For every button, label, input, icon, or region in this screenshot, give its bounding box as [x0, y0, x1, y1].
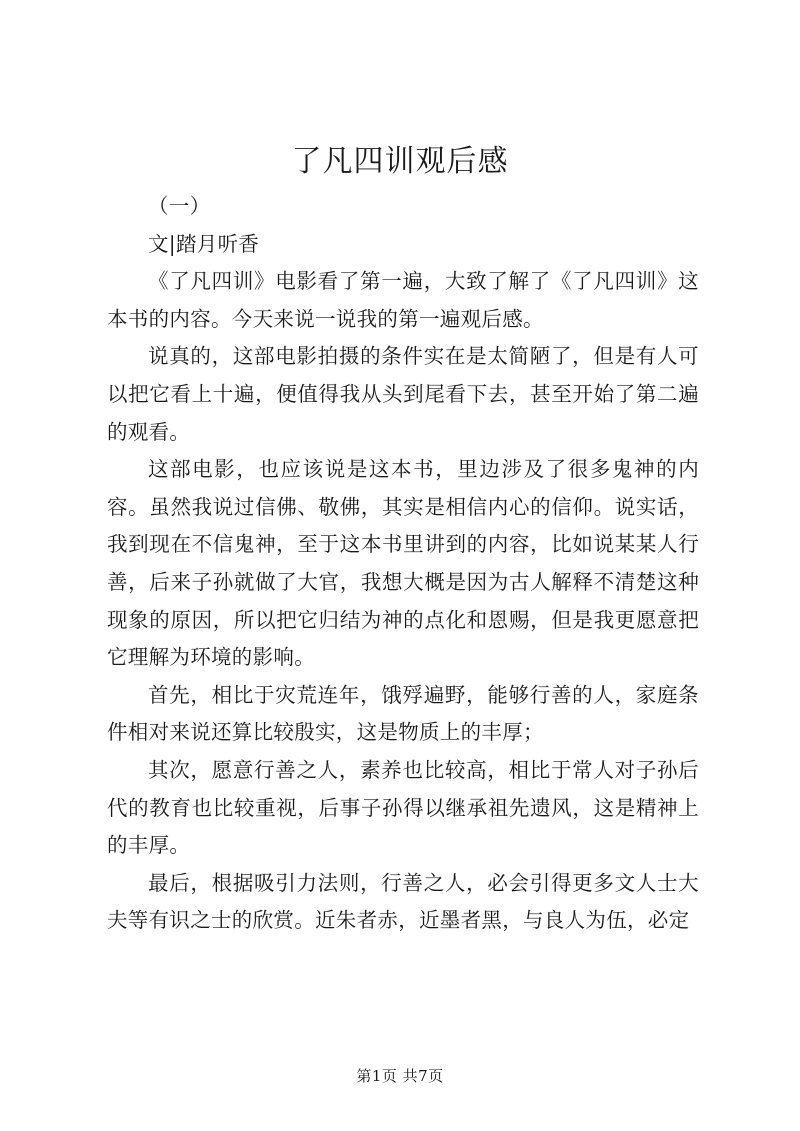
paragraph-intro: 《了凡四训》电影看了第一遍，大致了解了《了凡四训》这本书的内容。今天来说一说我的第一遍观后感。	[107, 269, 699, 331]
paragraph-last-point: 最后，根据吸引力法则，行善之人，必会引得更多文人士大夫等有识之士的欣赏。近朱者赤，近墨者黑，与良人为伍，必定	[107, 870, 699, 933]
paragraph-section-number: （一）	[148, 194, 211, 218]
document-body	[107, 188, 699, 940]
paragraph-second-point: 其次，愿意行善之人，素养也比较高，相比于常人对子孙后代的教育也比较重视，后事子孙得以继承祖先遗风，这是精神上的丰厚。	[107, 757, 699, 858]
paragraph-author: 文|踏月听香	[148, 231, 260, 256]
paragraph-film-conditions: 说真的，这部电影拍摄的条件实在是太简陋了，但是有人可以把它看上十遍，便值得我从头到尾看下去，甚至开始了第二遍的观看。	[107, 344, 699, 444]
document-title: 了凡四训观后感	[291, 144, 509, 179]
paragraph-first-point: 首先，相比于灾荒连年，饿殍遍野，能够行善的人，家庭条件相对来说还算比较殷实，这是物质上的丰厚；	[107, 682, 699, 745]
paragraph-ghosts-and-gods: 这部电影，也应该说是这本书，里边涉及了很多鬼神的内容。虽然我说过信佛、敬佛，其实是相信内心的信仰。说实话，我到现在不信鬼神，至于这本书里讲到的内容，比如说某某人行善，后来子孙就做了大官，我想大概是因为古人解释不清楚这种现象的原因，所以把它归结为神的点化和恩赐，但是我更愿意把它理解为环境的影响。	[107, 457, 699, 670]
page-number-footer: 第1页 共7页	[356, 1067, 444, 1085]
